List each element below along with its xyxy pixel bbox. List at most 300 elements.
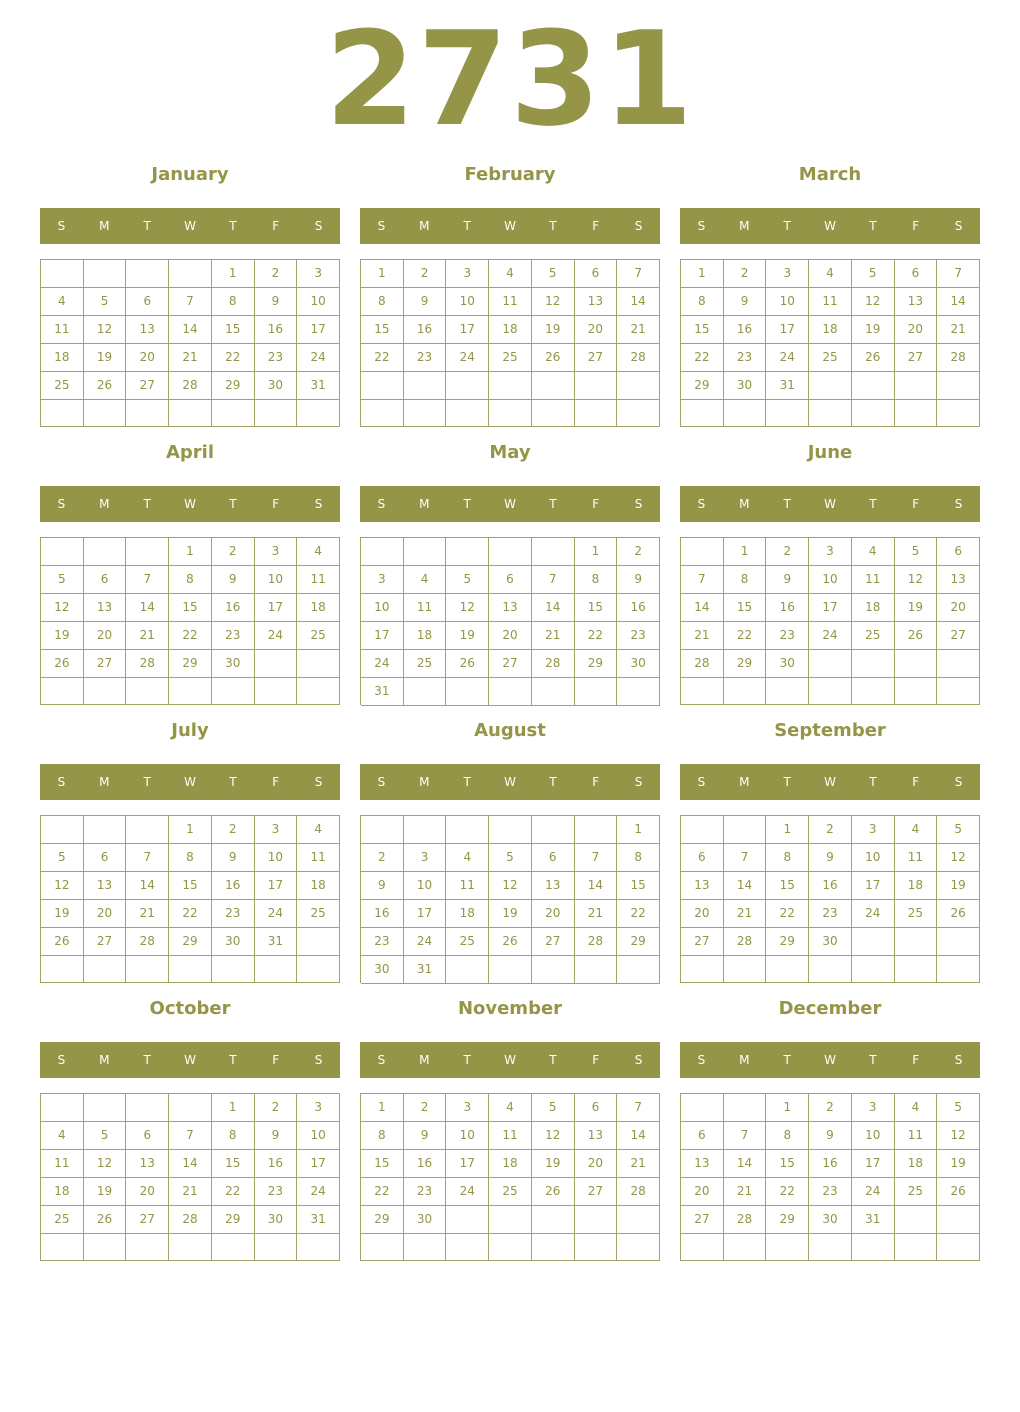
- day-cell: 17: [766, 316, 809, 344]
- day-cell: 28: [575, 928, 618, 956]
- day-grid: [40, 259, 340, 427]
- weekday-header: [360, 1042, 660, 1078]
- day-cell: 7: [617, 260, 660, 288]
- day-cell: 17: [404, 900, 447, 928]
- day-cell: 27: [937, 622, 980, 650]
- empty-day-cell: [169, 956, 212, 983]
- day-cell: 21: [617, 1150, 660, 1178]
- day-cell: 5: [446, 566, 489, 594]
- weekday-label: S: [57, 497, 66, 511]
- day-cell: 20: [126, 344, 169, 372]
- weekday-label: S: [954, 775, 963, 789]
- day-cell: 11: [895, 1122, 938, 1150]
- day-cell: 29: [575, 650, 618, 678]
- day-cell: 21: [575, 900, 618, 928]
- day-cell: 8: [681, 288, 724, 316]
- month-title: June: [807, 442, 853, 463]
- weekday-label: T: [229, 219, 237, 233]
- weekday-label: T: [783, 1053, 791, 1067]
- empty-day-cell: [489, 816, 532, 844]
- day-cell: 24: [361, 650, 404, 678]
- empty-day-cell: [126, 816, 169, 844]
- day-cell: 10: [852, 844, 895, 872]
- empty-day-cell: [724, 400, 767, 427]
- weekday-label: S: [697, 775, 706, 789]
- day-cell: 12: [41, 594, 84, 622]
- day-cell: 10: [255, 566, 298, 594]
- day-cell: 29: [617, 928, 660, 956]
- day-cell: 6: [84, 566, 127, 594]
- day-cell: 17: [255, 872, 298, 900]
- day-cell: 31: [361, 678, 404, 706]
- day-cell: 13: [895, 288, 938, 316]
- day-cell: 23: [766, 622, 809, 650]
- weekday-label: W: [504, 775, 516, 789]
- weekday-label: F: [912, 775, 920, 789]
- day-cell: 25: [41, 1206, 84, 1234]
- day-cell: 2: [766, 538, 809, 566]
- day-cell: 6: [575, 1094, 618, 1122]
- day-cell: 27: [681, 1206, 724, 1234]
- empty-day-cell: [212, 956, 255, 983]
- day-cell: 13: [575, 288, 618, 316]
- day-cell: 5: [532, 260, 575, 288]
- day-cell: 28: [169, 372, 212, 400]
- day-cell: 15: [575, 594, 618, 622]
- empty-day-cell: [84, 956, 127, 983]
- day-cell: 14: [617, 288, 660, 316]
- empty-day-cell: [681, 816, 724, 844]
- weekday-label: M: [419, 1053, 430, 1067]
- day-cell: 15: [361, 316, 404, 344]
- day-cell: 2: [617, 538, 660, 566]
- day-cell: 4: [489, 1094, 532, 1122]
- empty-day-cell: [681, 1234, 724, 1261]
- day-cell: 18: [895, 1150, 938, 1178]
- day-cell: 26: [41, 928, 84, 956]
- weekday-label: T: [869, 219, 877, 233]
- day-cell: 8: [361, 1122, 404, 1150]
- day-cell: 13: [84, 872, 127, 900]
- day-cell: 15: [212, 1150, 255, 1178]
- day-cell: 7: [126, 844, 169, 872]
- day-cell: 12: [937, 1122, 980, 1150]
- empty-day-cell: [489, 400, 532, 428]
- day-cell: 25: [809, 344, 852, 372]
- day-cell: 21: [126, 622, 169, 650]
- empty-day-cell: [852, 928, 895, 956]
- empty-day-cell: [489, 1234, 532, 1261]
- day-cell: 15: [617, 872, 660, 900]
- day-cell: 19: [532, 316, 575, 344]
- empty-day-cell: [404, 400, 447, 428]
- empty-day-cell: [255, 1234, 298, 1261]
- empty-day-cell: [212, 1234, 255, 1261]
- day-cell: 3: [361, 566, 404, 594]
- day-cell: 1: [766, 816, 809, 844]
- empty-day-cell: [84, 1094, 127, 1122]
- day-cell: 1: [617, 816, 660, 844]
- empty-day-cell: [617, 956, 660, 984]
- weekday-header: [680, 1042, 980, 1078]
- month-title: July: [171, 720, 209, 741]
- day-cell: 8: [766, 1122, 809, 1150]
- day-cell: 14: [169, 316, 212, 344]
- day-cell: 11: [489, 1122, 532, 1150]
- day-cell: 19: [446, 622, 489, 650]
- day-cell: 19: [41, 900, 84, 928]
- day-cell: 31: [766, 372, 809, 400]
- day-cell: 26: [84, 372, 127, 400]
- day-cell: 1: [766, 1094, 809, 1122]
- day-cell: 7: [724, 844, 767, 872]
- day-cell: 17: [446, 316, 489, 344]
- day-cell: 15: [681, 316, 724, 344]
- empty-day-cell: [575, 956, 618, 984]
- day-cell: 7: [126, 566, 169, 594]
- day-cell: 24: [297, 1178, 340, 1206]
- day-cell: 28: [937, 344, 980, 372]
- day-cell: 25: [41, 372, 84, 400]
- weekday-label: T: [463, 775, 471, 789]
- day-cell: 7: [532, 566, 575, 594]
- day-cell: 2: [404, 260, 447, 288]
- day-cell: 20: [532, 900, 575, 928]
- day-cell: 7: [617, 1094, 660, 1122]
- empty-day-cell: [617, 372, 660, 400]
- day-cell: 10: [766, 288, 809, 316]
- day-cell: 26: [84, 1206, 127, 1234]
- day-cell: 2: [724, 260, 767, 288]
- day-cell: 8: [617, 844, 660, 872]
- day-cell: 28: [126, 928, 169, 956]
- day-cell: 21: [724, 1178, 767, 1206]
- day-cell: 12: [446, 594, 489, 622]
- weekday-label: S: [314, 219, 323, 233]
- day-cell: 29: [212, 1206, 255, 1234]
- weekday-label: S: [377, 219, 386, 233]
- weekday-label: F: [272, 775, 280, 789]
- day-cell: 17: [446, 1150, 489, 1178]
- day-cell: 3: [297, 1094, 340, 1122]
- weekday-label: W: [824, 1053, 836, 1067]
- day-cell: 22: [212, 344, 255, 372]
- empty-day-cell: [84, 1234, 127, 1261]
- day-cell: 16: [724, 316, 767, 344]
- day-cell: 13: [681, 1150, 724, 1178]
- weekday-label: T: [783, 219, 791, 233]
- weekday-label: W: [824, 497, 836, 511]
- weekday-label: S: [314, 775, 323, 789]
- empty-day-cell: [126, 1094, 169, 1122]
- day-cell: 23: [404, 344, 447, 372]
- empty-day-cell: [809, 678, 852, 705]
- day-cell: 25: [446, 928, 489, 956]
- day-cell: 21: [169, 344, 212, 372]
- day-grid: [360, 815, 660, 983]
- weekday-label: T: [143, 775, 151, 789]
- day-cell: 22: [169, 622, 212, 650]
- day-cell: 5: [41, 566, 84, 594]
- weekday-label: T: [549, 775, 557, 789]
- day-cell: 10: [404, 872, 447, 900]
- day-cell: 29: [361, 1206, 404, 1234]
- year-title: 2731: [325, 3, 695, 155]
- empty-day-cell: [41, 1094, 84, 1122]
- day-cell: 28: [724, 1206, 767, 1234]
- day-cell: 25: [895, 1178, 938, 1206]
- day-cell: 1: [212, 260, 255, 288]
- weekday-label: W: [504, 219, 516, 233]
- day-cell: 9: [212, 844, 255, 872]
- weekday-label: F: [272, 497, 280, 511]
- month-title: February: [464, 164, 556, 185]
- day-cell: 24: [766, 344, 809, 372]
- day-grid: [680, 1093, 980, 1261]
- day-cell: 21: [681, 622, 724, 650]
- empty-day-cell: [297, 1234, 340, 1261]
- day-cell: 24: [809, 622, 852, 650]
- day-cell: 16: [617, 594, 660, 622]
- day-cell: 25: [297, 622, 340, 650]
- day-cell: 26: [532, 344, 575, 372]
- day-grid: [360, 259, 660, 427]
- day-cell: 20: [126, 1178, 169, 1206]
- empty-day-cell: [575, 816, 618, 844]
- empty-day-cell: [84, 678, 127, 705]
- empty-day-cell: [766, 956, 809, 983]
- day-cell: 19: [937, 872, 980, 900]
- empty-day-cell: [404, 372, 447, 400]
- weekday-label: M: [739, 1053, 750, 1067]
- weekday-label: M: [99, 219, 110, 233]
- day-cell: 4: [297, 816, 340, 844]
- day-cell: 18: [404, 622, 447, 650]
- day-cell: 20: [575, 1150, 618, 1178]
- empty-day-cell: [361, 538, 404, 566]
- day-cell: 23: [617, 622, 660, 650]
- day-cell: 29: [766, 928, 809, 956]
- day-cell: 25: [489, 344, 532, 372]
- empty-day-cell: [404, 1234, 447, 1261]
- empty-day-cell: [446, 538, 489, 566]
- empty-day-cell: [852, 372, 895, 400]
- day-cell: 30: [255, 372, 298, 400]
- day-cell: 27: [895, 344, 938, 372]
- weekday-label: T: [463, 497, 471, 511]
- empty-day-cell: [489, 678, 532, 706]
- day-cell: 23: [404, 1178, 447, 1206]
- day-cell: 5: [489, 844, 532, 872]
- day-cell: 15: [361, 1150, 404, 1178]
- day-cell: 5: [532, 1094, 575, 1122]
- day-grid: [360, 1093, 660, 1261]
- weekday-label: W: [504, 1053, 516, 1067]
- day-cell: 25: [895, 900, 938, 928]
- empty-day-cell: [446, 372, 489, 400]
- day-cell: 28: [532, 650, 575, 678]
- empty-day-cell: [297, 400, 340, 427]
- day-cell: 2: [809, 1094, 852, 1122]
- weekday-label: T: [783, 775, 791, 789]
- empty-day-cell: [255, 650, 298, 678]
- day-cell: 4: [404, 566, 447, 594]
- empty-day-cell: [361, 1234, 404, 1261]
- day-cell: 10: [361, 594, 404, 622]
- day-cell: 21: [532, 622, 575, 650]
- day-cell: 16: [212, 594, 255, 622]
- day-cell: 6: [681, 844, 724, 872]
- month-title: April: [165, 442, 215, 463]
- day-cell: 15: [212, 316, 255, 344]
- empty-day-cell: [937, 400, 980, 427]
- weekday-label: S: [634, 775, 643, 789]
- day-cell: 15: [169, 872, 212, 900]
- day-cell: 19: [41, 622, 84, 650]
- weekday-label: F: [592, 497, 600, 511]
- day-cell: 11: [446, 872, 489, 900]
- weekday-label: S: [314, 1053, 323, 1067]
- weekday-label: M: [739, 775, 750, 789]
- day-cell: 11: [809, 288, 852, 316]
- empty-day-cell: [532, 816, 575, 844]
- day-cell: 10: [446, 288, 489, 316]
- weekday-label: M: [99, 497, 110, 511]
- empty-day-cell: [895, 400, 938, 427]
- weekday-label: T: [549, 497, 557, 511]
- day-cell: 23: [255, 1178, 298, 1206]
- day-cell: 21: [126, 900, 169, 928]
- day-cell: 19: [84, 344, 127, 372]
- empty-day-cell: [489, 372, 532, 400]
- day-cell: 6: [84, 844, 127, 872]
- day-cell: 10: [297, 288, 340, 316]
- empty-day-cell: [895, 678, 938, 705]
- day-cell: 11: [404, 594, 447, 622]
- day-cell: 27: [575, 344, 618, 372]
- day-cell: 18: [852, 594, 895, 622]
- day-cell: 22: [575, 622, 618, 650]
- day-cell: 30: [361, 956, 404, 984]
- day-cell: 25: [297, 900, 340, 928]
- day-cell: 9: [361, 872, 404, 900]
- day-cell: 27: [532, 928, 575, 956]
- weekday-label: T: [869, 775, 877, 789]
- weekday-label: W: [824, 219, 836, 233]
- day-cell: 17: [809, 594, 852, 622]
- day-cell: 7: [681, 566, 724, 594]
- day-cell: 28: [617, 1178, 660, 1206]
- day-cell: 9: [766, 566, 809, 594]
- weekday-label: S: [697, 219, 706, 233]
- empty-day-cell: [852, 956, 895, 983]
- empty-day-cell: [361, 372, 404, 400]
- day-cell: 5: [84, 288, 127, 316]
- empty-day-cell: [809, 372, 852, 400]
- day-cell: 4: [297, 538, 340, 566]
- weekday-label: F: [272, 219, 280, 233]
- day-cell: 28: [681, 650, 724, 678]
- day-cell: 26: [937, 900, 980, 928]
- month-title: March: [798, 164, 862, 185]
- day-cell: 22: [617, 900, 660, 928]
- empty-day-cell: [212, 400, 255, 427]
- day-cell: 13: [532, 872, 575, 900]
- empty-day-cell: [575, 372, 618, 400]
- day-cell: 12: [532, 1122, 575, 1150]
- empty-day-cell: [446, 816, 489, 844]
- weekday-label: M: [99, 1053, 110, 1067]
- day-cell: 24: [852, 900, 895, 928]
- day-cell: 30: [809, 928, 852, 956]
- day-cell: 3: [446, 260, 489, 288]
- empty-day-cell: [255, 956, 298, 983]
- weekday-label: S: [377, 1053, 386, 1067]
- day-cell: 24: [255, 622, 298, 650]
- day-cell: 4: [41, 1122, 84, 1150]
- weekday-label: S: [697, 497, 706, 511]
- empty-day-cell: [489, 538, 532, 566]
- day-cell: 31: [255, 928, 298, 956]
- empty-day-cell: [895, 372, 938, 400]
- day-cell: 24: [297, 344, 340, 372]
- day-cell: 22: [361, 344, 404, 372]
- day-cell: 4: [446, 844, 489, 872]
- day-cell: 3: [766, 260, 809, 288]
- empty-day-cell: [532, 400, 575, 428]
- day-cell: 30: [809, 1206, 852, 1234]
- day-cell: 14: [532, 594, 575, 622]
- day-cell: 10: [852, 1122, 895, 1150]
- empty-day-cell: [84, 260, 127, 288]
- month-title: January: [151, 164, 229, 185]
- empty-day-cell: [681, 678, 724, 705]
- empty-day-cell: [446, 400, 489, 428]
- weekday-label: T: [869, 497, 877, 511]
- day-cell: 9: [809, 844, 852, 872]
- day-cell: 5: [895, 538, 938, 566]
- day-cell: 11: [41, 316, 84, 344]
- day-cell: 11: [895, 844, 938, 872]
- day-cell: 24: [255, 900, 298, 928]
- weekday-label: M: [739, 219, 750, 233]
- day-cell: 5: [937, 816, 980, 844]
- day-cell: 30: [404, 1206, 447, 1234]
- day-cell: 23: [809, 1178, 852, 1206]
- day-cell: 31: [852, 1206, 895, 1234]
- day-cell: 11: [41, 1150, 84, 1178]
- weekday-label: M: [99, 775, 110, 789]
- day-cell: 30: [255, 1206, 298, 1234]
- day-cell: 3: [297, 260, 340, 288]
- day-cell: 20: [84, 900, 127, 928]
- day-cell: 18: [489, 1150, 532, 1178]
- day-cell: 22: [766, 900, 809, 928]
- day-cell: 3: [852, 1094, 895, 1122]
- day-cell: 2: [212, 538, 255, 566]
- day-cell: 26: [446, 650, 489, 678]
- day-cell: 3: [446, 1094, 489, 1122]
- weekday-label: F: [592, 1053, 600, 1067]
- empty-day-cell: [446, 1234, 489, 1261]
- empty-day-cell: [809, 1234, 852, 1261]
- day-cell: 21: [169, 1178, 212, 1206]
- day-cell: 19: [937, 1150, 980, 1178]
- empty-day-cell: [617, 1206, 660, 1234]
- empty-day-cell: [575, 678, 618, 706]
- weekday-label: M: [739, 497, 750, 511]
- day-cell: 14: [169, 1150, 212, 1178]
